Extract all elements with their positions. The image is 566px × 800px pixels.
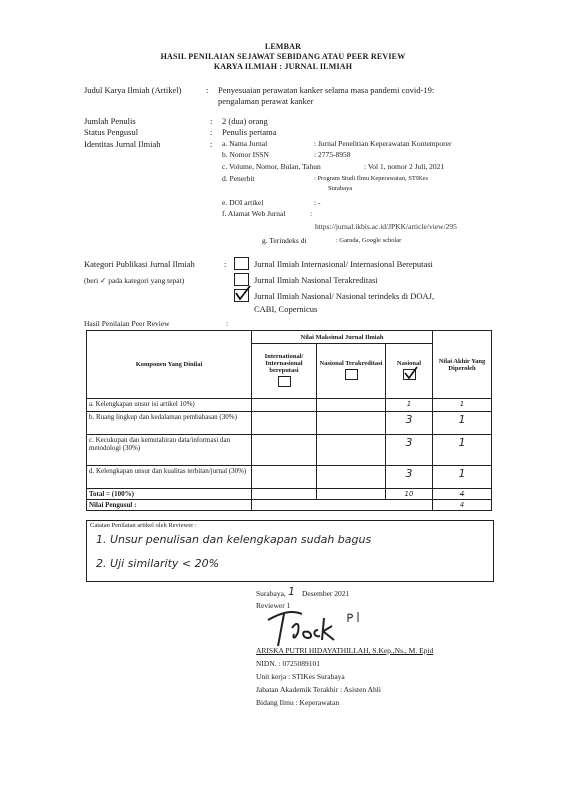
row-national: 3: [386, 435, 433, 466]
score-row: [87, 500, 492, 511]
notes-line-2: 2. Uji similarity < 20%: [96, 557, 220, 570]
col-max-header: Nilai Maksimal Jurnal Ilmiah: [252, 331, 433, 344]
journal-issn-label: b. Nomor ISSN: [222, 150, 269, 159]
journal-publisher-value: : Program Studi Ilmu Keperawatan, STIKes: [314, 175, 429, 182]
table-row: [87, 466, 492, 489]
journal-issn-value: : 2775-8958: [314, 150, 351, 159]
row-final: 1: [433, 399, 492, 412]
check-mark-icon: [403, 366, 419, 380]
total-row: [87, 489, 492, 500]
notes-label: Catatan Penilaian artikel oleh Reviewer :: [90, 522, 197, 529]
total-national: 10: [386, 489, 433, 500]
category-national-checkbox[interactable]: [234, 289, 249, 302]
category-intl-label: Jurnal Ilmiah Internasional/ Internasional Bereputasi: [254, 259, 433, 269]
table-row: [87, 399, 492, 412]
row-final: 1: [433, 466, 492, 489]
signature-name: ARISKA PUTRI HIDAYATHILLAH, S.Kep.,Ns., M. Epid: [256, 646, 434, 655]
signature-place: Surabaya,: [256, 589, 286, 598]
accredited-checkbox[interactable]: [345, 369, 358, 380]
category-label: Kategori Publikasi Jurnal Ilmiah: [84, 259, 195, 269]
article-colon: :: [206, 85, 209, 95]
journal-volume-value: : Vol 1, nomor 2 Juli, 2021: [364, 162, 445, 171]
row-national: 3: [386, 412, 433, 435]
category-accredited-label: Jurnal Ilmiah Nasional Terakreditasi: [254, 275, 378, 285]
journal-web-label: f. Alamat Web Jurnal: [222, 209, 286, 218]
article-label: Judul Karya Ilmiah (Artikel): [84, 85, 182, 95]
score-table: [86, 330, 492, 511]
col-final-header: Nilai Akhir Yang Diperoleh: [433, 331, 492, 399]
signature-bidang: Bidang Ilmu : Keperawatan: [256, 698, 340, 707]
authors-colon: :: [210, 116, 213, 126]
signature-reviewer: Reviewer 1: [256, 601, 291, 610]
score-value: 4: [433, 500, 492, 511]
row-component: a. Kelengkapan unsur isi artikel 10%): [87, 399, 252, 412]
category-national-label: Jurnal Ilmiah Nasional/ Nasional terindeks di DOAJ,: [254, 291, 435, 301]
journal-doi-label: e. DOI artikel: [222, 198, 264, 207]
notes-box: [86, 520, 494, 582]
category-hint: (beri ✓ pada kategori yang tepat): [84, 276, 185, 285]
total-label: Total = (100%): [87, 489, 252, 500]
identity-label: Identitas Jurnal Ilmiah: [84, 139, 161, 149]
category-colon: :: [224, 259, 227, 269]
authors-value: 2 (dua) orang: [222, 116, 268, 126]
signature-nidn: NIDN. : 0725089101: [256, 659, 320, 668]
row-component: c. Kecukupan dan kemutahiran data/informasi dan metodologi (30%): [87, 435, 252, 466]
total-final: 4: [433, 489, 492, 500]
journal-index-value: : Garuda, Google scholar: [336, 237, 402, 244]
table-row: [87, 435, 492, 466]
status-label: Status Pengusul: [84, 127, 139, 137]
col-national-header: Nasional: [386, 344, 433, 399]
table-row: [87, 412, 492, 435]
signature-icon: [262, 608, 382, 648]
row-final: 1: [433, 435, 492, 466]
row-national: 3: [386, 466, 433, 489]
review-colon: :: [226, 319, 229, 328]
journal-web-colon: :: [310, 209, 313, 218]
notes-line-1: 1. Unsur penulisan dan kelengkapan sudah bagus: [96, 533, 372, 546]
signature-jabatan: Jabatan Akademik Terakhir : Asisten Ahli: [256, 685, 381, 694]
col-component-header: Komponen Yang Dinilai: [87, 331, 252, 399]
doc-heading-2: HASIL PENILAIAN SEJAWAT SEBIDANG ATAU PEER REVIEW: [160, 52, 406, 61]
check-mark-icon: [234, 285, 252, 301]
row-component: b. Ruang lingkup dan kedalaman pembahasan (30%): [87, 412, 252, 435]
journal-name-label: a. Nama Jurnal: [222, 139, 268, 148]
article-title-1: Penyesuaian perawatan kanker selama masa pandemi covid-19:: [218, 85, 435, 95]
score-label: Nilai Pengusul :: [87, 500, 252, 511]
signature-day: 1: [288, 585, 295, 598]
category-intl-checkbox[interactable]: [234, 257, 249, 270]
article-title-2: pengalaman perawat kanker: [218, 96, 314, 106]
journal-publisher-label: d. Penerbit: [222, 174, 255, 183]
journal-volume-label: c. Volume, Nomor, Bulan, Tahun: [222, 162, 321, 171]
identity-colon: :: [210, 139, 213, 149]
journal-publisher-value-2: Surabaya: [328, 185, 353, 192]
signature-month: Desember 2021: [302, 589, 350, 598]
category-national-label-2: CABI, Copernicus: [254, 304, 318, 314]
journal-doi-value: : -: [314, 198, 321, 207]
row-national: 1: [386, 399, 433, 412]
row-component: d. Kelengkapan unsur dan kualitas terbitan/jurnal (30%): [87, 466, 252, 489]
status-colon: :: [210, 127, 213, 137]
doc-heading-1: LEMBAR: [264, 42, 302, 51]
col-intl-header: International/ Internasional bereputasi: [252, 344, 317, 399]
intl-checkbox[interactable]: [278, 376, 291, 387]
journal-name-value: : Jurnal Penelitian Keperawatan Kontemporer: [314, 139, 452, 148]
doc-heading-3: KARYA ILMIAH : JURNAL ILMIAH: [213, 62, 353, 71]
journal-web-url[interactable]: https://jurnal.ikbis.ac.id/JPKK/article/view/295: [315, 222, 457, 231]
status-value: Penulis pertama: [222, 127, 277, 137]
authors-label: Jumlah Penulis: [84, 116, 136, 126]
journal-index-label: g. Terindeks di: [262, 236, 307, 245]
col-accredited-header: Nasional Terakreditasi: [317, 344, 386, 399]
review-label: Hasil Penilaian Peer Review: [84, 319, 170, 328]
national-checkbox[interactable]: [403, 369, 416, 380]
row-final: 1: [433, 412, 492, 435]
signature-unit: Unit kerja : STIKes Surabaya: [256, 672, 345, 681]
